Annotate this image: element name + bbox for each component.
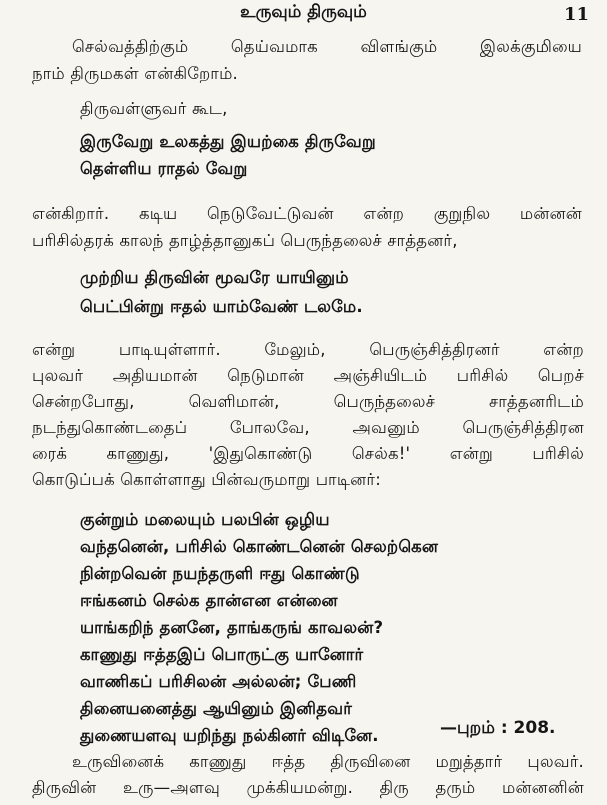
verse-line: நின்றவென் நயந்தருளி ஈது கொண்டு — [80, 564, 360, 583]
page-number: 11 — [563, 4, 589, 25]
paragraph-line: என்கிறார். கடிய நெடுவேட்டுவன் என்ற குறுநில மன்னன் — [32, 204, 582, 223]
quote-intro: திருவள்ளுவர் கூட, — [80, 99, 228, 118]
verse-line: வந்தனென், பரிசில் கொண்டனென் செலற்கென — [80, 537, 439, 556]
paragraph-line: உருவினைக் காணுது ஈத்த திருவினை மறுத்தார் புலவர். — [72, 752, 584, 771]
verse-line: பெட்பின்று ஈதல் யாம்வேண் டலமே. — [80, 297, 363, 316]
verse-line: தினையனைத்து ஆயினும் இனிதவர் — [80, 699, 353, 718]
paragraph-line: நடந்துகொண்டதைப் போலவே, அவனும் பெருஞ்சித்திரன — [32, 418, 584, 437]
paragraph-line: புலவர் அதியமான் நெடுமான் அஞ்சியிடம் பரிசில் பெறச் — [32, 366, 584, 385]
verse-line: தெள்ளிய ராதல் வேறு — [80, 159, 248, 178]
paragraph-line: சென்றபோது, வெளிமான், பெருந்தலைச் சாத்தனரிடம் — [32, 392, 584, 411]
paragraph-line: பரிசில்தரக் காலந் தாழ்த்தானுகப் பெருந்தலைச் சாத்தனர், — [32, 231, 458, 250]
paragraph-line: கொடுப்பக் கொள்ளாது பின்வருமாறு பாடினர்: — [32, 470, 381, 489]
running-header-title: உருவும் திருவும் — [240, 2, 367, 22]
verse-line: குன்றும் மலையும் பலபின் ஒழிய — [80, 510, 330, 529]
verse-line: காணுது ஈத்தஇப் பொருட்கு யானோர் — [80, 645, 364, 664]
verse-line: துணையளவு யறிந்து நல்கினர் விடினே. — [80, 726, 379, 745]
paragraph-line: என்று பாடியுள்ளார். மேலும், பெருஞ்சித்திரனர் என்ற — [32, 340, 584, 359]
paragraph-line: செல்வத்திற்கும் தெய்வமாக விளங்கும் இலக்குமியை — [72, 37, 582, 56]
verse-line: ஈங்கனம் செல்க தான்என என்னை — [80, 591, 338, 610]
paragraph-line: நாம் திருமகள் என்கிறோம். — [32, 64, 238, 83]
verse-line: முற்றிய திருவின் மூவரே யாயினும் — [80, 268, 349, 287]
verse-line: வாணிகப் பரிசிலன் அல்லன்; பேணி — [80, 672, 357, 691]
verse-line: இருவேறு உலகத்து இயற்கை திருவேறு — [80, 132, 376, 151]
paragraph-line: ரைக் காணுது, 'இதுகொண்டு செல்க!' என்று பரிசில் — [32, 444, 584, 463]
verse-line: யாங்கறிந் தனனே, தாங்கருங் காவலன்? — [80, 618, 384, 637]
paragraph-line: திருவின் உரு—அளவு முக்கியமன்று. திரு தரும் மன்னனின் — [32, 778, 584, 797]
poem-source-reference: —புறம் : 208. — [440, 718, 556, 738]
